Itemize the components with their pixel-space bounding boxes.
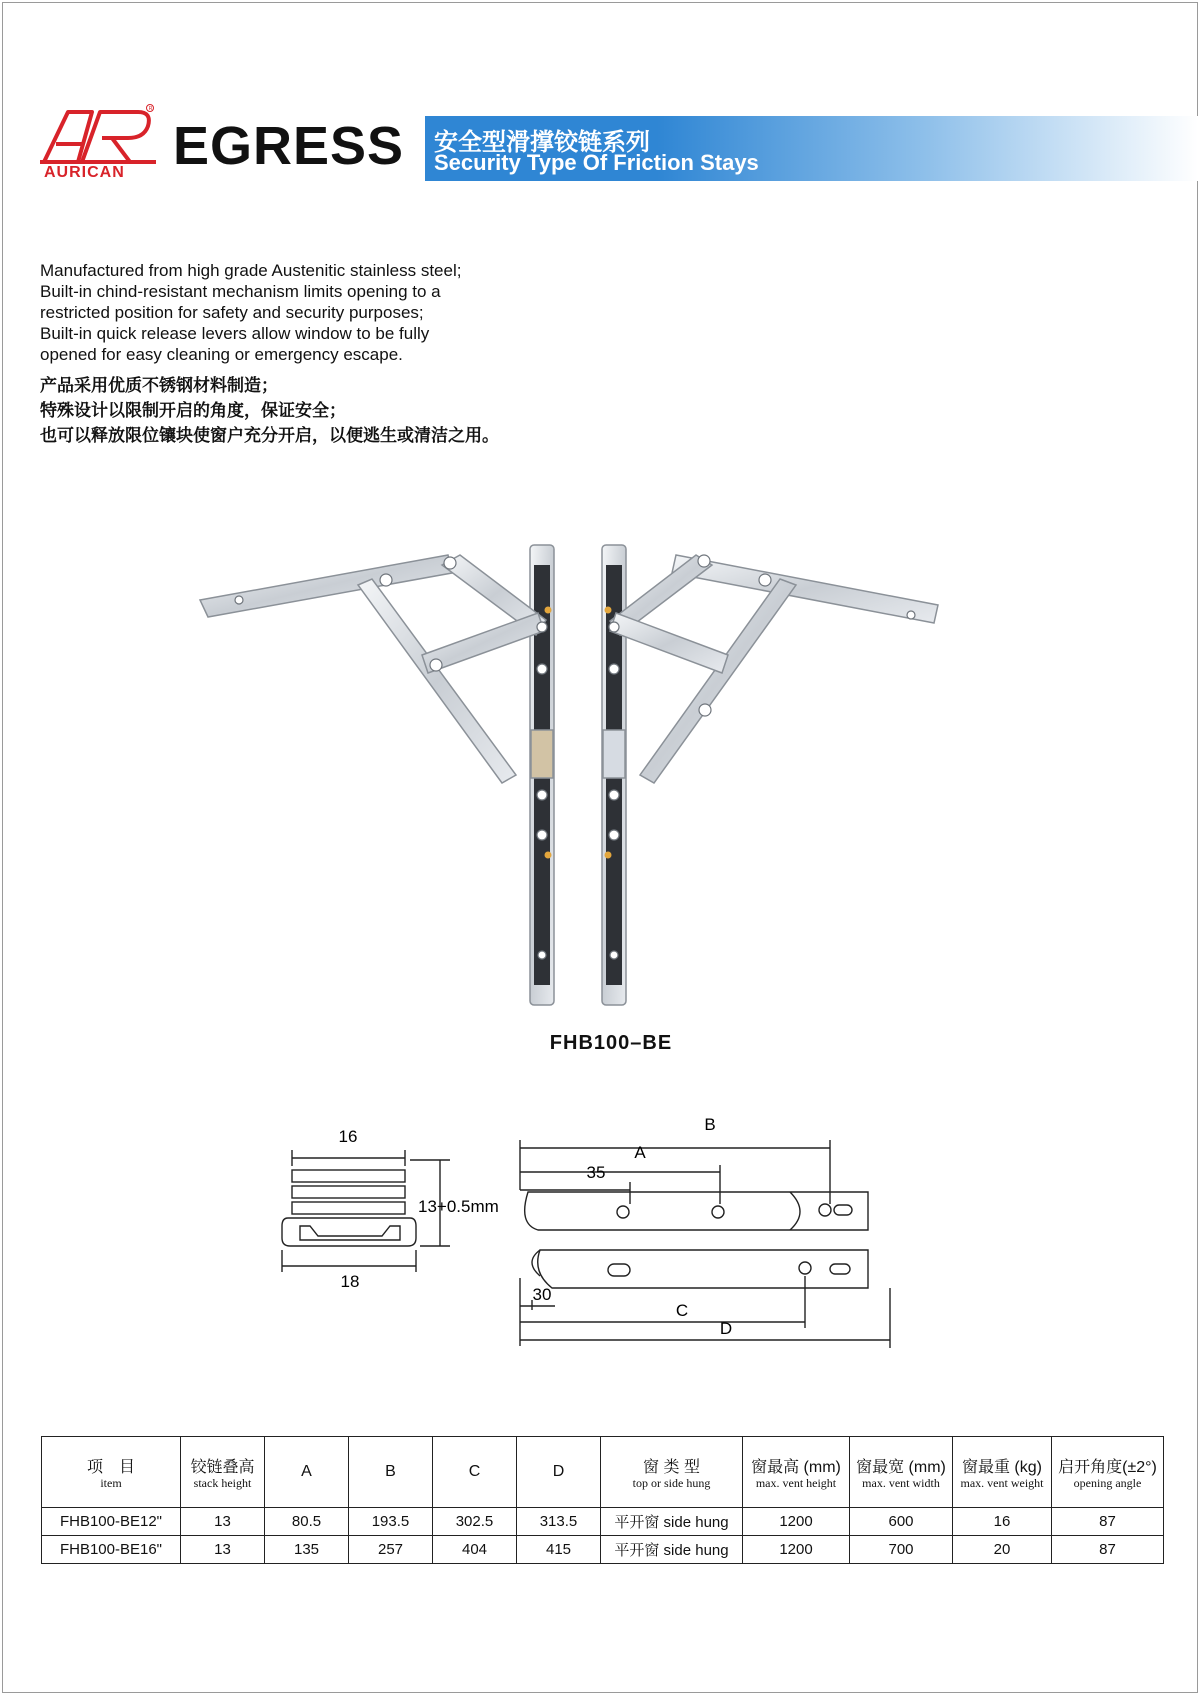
table-header-row [42,1437,1164,1508]
description-line: Manufactured from high grade Austenitic stainless steel; [40,261,462,280]
table-cell: 1200 [743,1508,850,1536]
description-line: 也可以释放限位镶块使窗户充分开启，以便逃生或清洁之用。 [40,426,499,445]
table-cell: 87 [1052,1508,1164,1536]
dim-label-stack: 13+0.5mm [418,1197,499,1216]
header-cell: D [517,1437,601,1508]
dim-label-c: C [675,1301,689,1320]
header-cell: A [265,1437,349,1508]
table-cell: 平开窗 side hung [601,1508,743,1536]
description-cn [40,373,600,448]
table-row [42,1536,1164,1564]
banner-title-cn: 安全型滑撑铰链系列 [434,129,650,156]
dim-label-d: D [719,1319,733,1338]
table-cell: 404 [433,1536,517,1564]
table-cell: 13 [181,1536,265,1564]
table-cell: 135 [265,1536,349,1564]
table-cell: 80.5 [265,1508,349,1536]
spec-table [41,1436,1164,1564]
table-cell: FHB100-BE12" [42,1508,181,1536]
description-line: opened for easy cleaning or emergency escape. [40,345,403,364]
description-line: Built-in chind-resistant mechanism limits opening to a [40,282,441,301]
dim-label-a: A [634,1143,646,1162]
header-cell: 启开角度(±2°) opening angle [1052,1437,1164,1508]
header-cell: 窗 类 型 top or side hung [601,1437,743,1508]
header-cell: C [433,1437,517,1508]
header-cell: B [349,1437,433,1508]
table-row [42,1508,1164,1536]
svg-text:R: R [148,106,153,112]
product-model-label: FHB100–BE [549,1032,673,1054]
table-cell: FHB100-BE16" [42,1536,181,1564]
logo-wordmark: AURICAN [44,164,125,181]
table-cell: 193.5 [349,1508,433,1536]
friction-stay-illustration [200,535,950,1015]
description-en [40,260,560,365]
dim-label-b: B [704,1115,716,1134]
table-cell: 16 [953,1508,1052,1536]
header-cell: 窗最重 (kg) max. vent weight [953,1437,1052,1508]
dim-label-c-offset: 30 [532,1285,552,1304]
header-cell: 铰链叠高 stack height [181,1437,265,1508]
table-cell: 20 [953,1536,1052,1564]
table-cell: 257 [349,1536,433,1564]
dim-label-width-top: 16 [338,1127,358,1146]
table-cell: 600 [850,1508,953,1536]
table-cell: 302.5 [433,1508,517,1536]
brand-title: EGRESS [173,116,405,176]
table-cell: 13 [181,1508,265,1536]
table-cell: 415 [517,1536,601,1564]
header-cell: 窗最宽 (mm) max. vent width [850,1437,953,1508]
dimension-drawing [270,1115,930,1400]
description-line: 特殊设计以限制开启的角度，保证安全； [40,401,346,420]
table-cell: 1200 [743,1536,850,1564]
table-cell: 313.5 [517,1508,601,1536]
table-cell: 700 [850,1536,953,1564]
table-cell: 87 [1052,1536,1164,1564]
dim-label-width-bottom: 18 [340,1272,360,1291]
header-cell: 项 目 item [42,1437,181,1508]
header-cell: 窗最高 (mm) max. vent height [743,1437,850,1508]
table-cell: 平开窗 side hung [601,1536,743,1564]
product-model [0,1032,1200,1055]
description-line: Built-in quick release levers allow window to be fully [40,324,430,343]
dim-label-a-offset: 35 [586,1163,606,1182]
description-line: 产品采用优质不锈钢材料制造； [40,376,278,395]
banner-title-en: Security Type Of Friction Stays [434,150,759,175]
description-line: restricted position for safety and security purposes; [40,303,424,322]
